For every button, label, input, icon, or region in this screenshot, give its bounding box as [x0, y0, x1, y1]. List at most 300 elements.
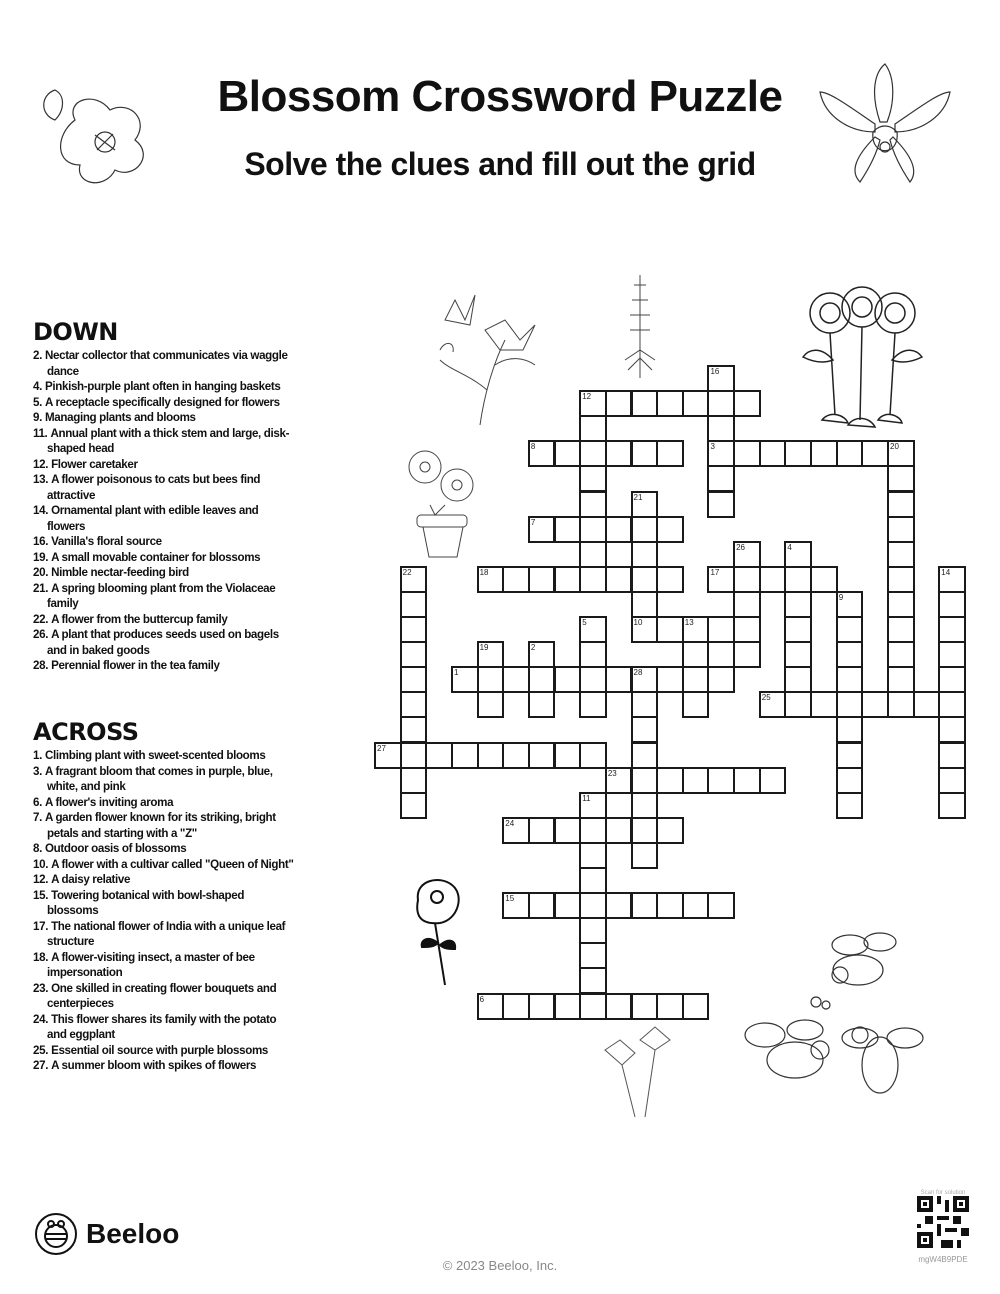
grid-cell[interactable] [733, 641, 761, 668]
across-clue [33, 950, 298, 981]
qr-code-id: mgW4B9PDE [918, 1255, 968, 1264]
clue-text: Climbing plant with sweet-scented blooms [44, 749, 266, 762]
across-clue [33, 841, 298, 857]
grid-cell[interactable] [707, 390, 735, 417]
grid-cell[interactable] [477, 742, 505, 769]
clue-text: A flower's inviting aroma [44, 795, 174, 809]
clue-text: Pinkish-purple plant often in hanging baskets [44, 380, 281, 393]
grid-cell[interactable] [656, 440, 684, 467]
clue-number: 1. [33, 749, 42, 762]
clue-text: One skilled in creating flower bouquets and centerpieces [47, 981, 277, 1010]
grid-cell[interactable] [528, 691, 556, 718]
orchid-illustration-icon [815, 62, 955, 187]
clue-text: A flower poisonous to cats but bees find attractive [47, 473, 261, 502]
grid-cell[interactable] [631, 666, 659, 693]
grid-cell[interactable] [938, 742, 966, 769]
clue-text: A daisy relative [51, 873, 131, 886]
down-clue [33, 627, 298, 658]
grid-cell[interactable] [554, 892, 582, 919]
grid-cell[interactable] [631, 767, 659, 794]
grid-cell[interactable] [887, 541, 915, 568]
clue-number: 12. [33, 873, 49, 886]
grid-cell[interactable] [938, 566, 966, 593]
grid-cell[interactable] [656, 566, 684, 593]
down-clues-section [33, 318, 298, 674]
grid-cell[interactable] [528, 566, 556, 593]
clue-number: 11. [33, 426, 48, 440]
grid-cell[interactable] [887, 516, 915, 543]
grid-cell[interactable] [400, 616, 428, 643]
grid-cell[interactable] [836, 616, 864, 643]
down-clue [33, 550, 298, 566]
grid-cell[interactable] [605, 666, 633, 693]
grid-cell[interactable] [887, 591, 915, 618]
grid-cell[interactable] [631, 541, 659, 568]
crossword-grid [375, 366, 975, 1026]
grid-cell[interactable] [374, 742, 402, 769]
grid-cell[interactable] [579, 440, 607, 467]
clue-number: 9. [33, 411, 42, 424]
grid-cell[interactable] [707, 440, 735, 467]
grid-cell[interactable] [528, 817, 556, 844]
cell-number: 27 [377, 743, 386, 753]
grid-cell[interactable] [733, 616, 761, 643]
down-clue [33, 410, 298, 426]
clue-text: A flower with a cultivar called "Queen of Night" [51, 857, 294, 871]
across-clue [33, 857, 298, 873]
across-clue [33, 748, 298, 764]
grid-cell[interactable] [425, 742, 453, 769]
grid-cell[interactable] [631, 842, 659, 869]
grid-cell[interactable] [682, 691, 710, 718]
grid-cell[interactable] [938, 691, 966, 718]
grid-cell[interactable] [579, 792, 607, 819]
down-clue [33, 534, 298, 550]
grid-cell[interactable] [579, 666, 607, 693]
grid-cell[interactable] [759, 566, 787, 593]
cell-number: 28 [633, 668, 643, 678]
clue-number: 6. [33, 795, 42, 809]
grid-cell[interactable] [554, 742, 582, 769]
flower-illustration-left-icon [35, 80, 170, 190]
cell-number: 1 [453, 668, 459, 678]
grid-cell[interactable] [656, 390, 684, 417]
clue-number: 7. [33, 811, 42, 824]
cell-number: 9 [838, 592, 844, 602]
grid-cell[interactable] [605, 892, 633, 919]
grid-cell[interactable] [400, 742, 428, 769]
grid-cell[interactable] [656, 767, 684, 794]
down-clue [33, 581, 298, 612]
grid-cell[interactable] [579, 817, 607, 844]
cell-number: 16 [710, 367, 720, 376]
grid-cell[interactable] [682, 666, 710, 693]
grid-cell[interactable] [554, 566, 582, 593]
grid-cell[interactable] [400, 591, 428, 618]
grid-cell[interactable] [631, 566, 659, 593]
grid-cell[interactable] [656, 892, 684, 919]
grid-cell[interactable] [528, 641, 556, 668]
grid-cell[interactable] [579, 993, 607, 1020]
cell-number: 11 [582, 793, 591, 803]
grid-cell[interactable] [477, 691, 505, 718]
grid-cell[interactable] [784, 591, 812, 618]
grid-cell[interactable] [887, 641, 915, 668]
clue-number: 20. [33, 566, 49, 579]
daffodils-illustration-icon [600, 1025, 675, 1120]
clue-number: 25. [33, 1043, 49, 1057]
grid-cell[interactable] [477, 666, 505, 693]
across-clue [33, 764, 298, 795]
grid-cell[interactable] [554, 440, 582, 467]
cell-number: 18 [479, 567, 489, 577]
grid-cell[interactable] [502, 817, 530, 844]
qr-code-icon[interactable] [917, 1196, 969, 1248]
cell-number: 15 [505, 894, 515, 904]
grid-cell[interactable] [707, 365, 735, 392]
grid-cell[interactable] [477, 641, 505, 668]
clue-number: 27. [33, 1059, 49, 1072]
grid-cell[interactable] [733, 767, 761, 794]
grid-cell[interactable] [733, 390, 761, 417]
clue-number: 23. [33, 981, 49, 995]
across-clues-section [33, 718, 298, 1074]
grid-cell[interactable] [528, 892, 556, 919]
cell-number: 4 [787, 542, 792, 552]
grid-cell[interactable] [682, 641, 710, 668]
grid-cell[interactable] [605, 817, 633, 844]
cell-number: 23 [607, 768, 617, 778]
grid-cell[interactable] [887, 616, 915, 643]
grid-cell[interactable] [631, 591, 659, 618]
cell-number: 17 [710, 567, 720, 577]
grid-cell[interactable] [836, 792, 864, 819]
grid-cell[interactable] [605, 767, 633, 794]
grid-cell[interactable] [528, 666, 556, 693]
across-clue [33, 1043, 298, 1059]
clue-number: 16. [33, 535, 49, 548]
clue-text: A flower-visiting insect, a master of bee impersonation [47, 950, 255, 979]
grid-cell[interactable] [656, 993, 684, 1020]
grid-cell[interactable] [682, 767, 710, 794]
across-clue [33, 919, 298, 950]
grid-cell[interactable] [502, 566, 530, 593]
grid-cell[interactable] [579, 742, 607, 769]
grid-cell[interactable] [707, 666, 735, 693]
across-clue [33, 872, 298, 888]
clue-number: 26. [33, 628, 49, 641]
grid-cell[interactable] [631, 691, 659, 718]
grid-cell[interactable] [502, 892, 530, 919]
grid-cell[interactable] [938, 792, 966, 819]
clue-text: Annual plant with a thick stem and large, disk-shaped head [47, 426, 290, 455]
clue-number: 28. [33, 659, 49, 672]
grid-cell[interactable] [836, 641, 864, 668]
cell-number: 12 [582, 392, 592, 402]
down-clue-list [33, 348, 298, 674]
clue-text: Managing plants and blooms [44, 411, 196, 424]
grid-cell[interactable] [605, 440, 633, 467]
grid-cell[interactable] [502, 993, 530, 1020]
grid-cell[interactable] [554, 817, 582, 844]
grid-cell[interactable] [887, 440, 915, 467]
across-heading: ACROSS [33, 718, 139, 746]
grid-cell[interactable] [784, 616, 812, 643]
grid-cell[interactable] [707, 616, 735, 643]
grid-cell[interactable] [400, 641, 428, 668]
clue-text: A spring blooming plant from the Violaceae family [47, 581, 276, 610]
grid-cell[interactable] [579, 641, 607, 668]
clue-number: 24. [33, 1012, 49, 1026]
grid-cell[interactable] [579, 942, 607, 969]
grid-cell[interactable] [938, 591, 966, 618]
clue-text: A receptacle specifically designed for flowers [44, 395, 280, 409]
grid-cell[interactable] [861, 691, 889, 718]
grid-cell[interactable] [528, 742, 556, 769]
grid-cell[interactable] [502, 666, 530, 693]
grid-cell[interactable] [605, 390, 633, 417]
grid-cell[interactable] [784, 566, 812, 593]
grid-cell[interactable] [887, 491, 915, 518]
grid-cell[interactable] [810, 691, 838, 718]
grid-cell[interactable] [938, 716, 966, 743]
clue-text: Towering botanical with bowl-shaped blossoms [47, 888, 245, 917]
grid-cell[interactable] [605, 566, 633, 593]
clue-number: 13. [33, 473, 49, 486]
grid-cell[interactable] [682, 390, 710, 417]
grid-cell[interactable] [579, 390, 607, 417]
clue-number: 8. [33, 842, 42, 855]
grid-cell[interactable] [707, 892, 735, 919]
grid-cell[interactable] [887, 666, 915, 693]
grid-cell[interactable] [579, 566, 607, 593]
across-clue [33, 1058, 298, 1074]
grid-cell[interactable] [579, 867, 607, 894]
grid-cell[interactable] [400, 767, 428, 794]
grid-cell[interactable] [707, 491, 735, 518]
clue-text: A plant that produces seeds used on bagels and in baked goods [47, 628, 279, 657]
grid-cell[interactable] [682, 993, 710, 1020]
cell-number: 22 [402, 567, 412, 577]
grid-cell[interactable] [477, 566, 505, 593]
grid-cell[interactable] [759, 691, 787, 718]
grid-cell[interactable] [784, 541, 812, 568]
copyright: © 2023 Beeloo, Inc. [442, 1258, 558, 1273]
grid-cell[interactable] [656, 516, 684, 543]
grid-cell[interactable] [631, 742, 659, 769]
across-clue [33, 981, 298, 1012]
grid-cell[interactable] [759, 767, 787, 794]
grid-cell[interactable] [784, 666, 812, 693]
grid-cell[interactable] [733, 541, 761, 568]
clue-text: Flower caretaker [51, 457, 138, 471]
grid-cell[interactable] [579, 967, 607, 994]
grid-cell[interactable] [784, 641, 812, 668]
across-clue [33, 1012, 298, 1043]
grid-cell[interactable] [733, 591, 761, 618]
grid-cell[interactable] [656, 817, 684, 844]
clue-number: 10. [33, 857, 49, 871]
clue-text: Outdoor oasis of blossoms [44, 842, 187, 855]
clue-text: A summer bloom with spikes of flowers [51, 1059, 257, 1072]
grid-cell[interactable] [502, 742, 530, 769]
grid-cell[interactable] [400, 566, 428, 593]
grid-cell[interactable] [938, 641, 966, 668]
grid-cell[interactable] [631, 440, 659, 467]
beeloo-logo [34, 1212, 179, 1256]
grid-cell[interactable] [579, 691, 607, 718]
grid-cell[interactable] [887, 691, 915, 718]
grid-cell[interactable] [631, 792, 659, 819]
grid-cell[interactable] [938, 616, 966, 643]
grid-cell[interactable] [682, 892, 710, 919]
grid-cell[interactable] [579, 842, 607, 869]
down-clue [33, 348, 298, 379]
cell-number: 19 [479, 643, 489, 653]
grid-cell[interactable] [579, 892, 607, 919]
grid-cell[interactable] [579, 541, 607, 568]
grid-cell[interactable] [579, 917, 607, 944]
clue-number: 18. [33, 950, 49, 964]
grid-cell[interactable] [938, 767, 966, 794]
down-clue [33, 565, 298, 581]
grid-cell[interactable] [400, 716, 428, 743]
brand-name: Beeloo [86, 1218, 180, 1249]
across-clue [33, 810, 298, 841]
clue-number: 2. [33, 349, 42, 362]
grid-cell[interactable] [733, 440, 761, 467]
grid-cell[interactable] [579, 516, 607, 543]
grid-cell[interactable] [810, 440, 838, 467]
grid-cell[interactable] [836, 591, 864, 618]
grid-cell[interactable] [631, 716, 659, 743]
solution-qr[interactable] [912, 1190, 974, 1264]
grid-cell[interactable] [656, 616, 684, 643]
down-clue [33, 472, 298, 503]
grid-cell[interactable] [631, 491, 659, 518]
cell-number: 6 [479, 994, 485, 1004]
grid-cell[interactable] [554, 666, 582, 693]
grid-cell[interactable] [579, 491, 607, 518]
down-clue [33, 612, 298, 628]
grid-cell[interactable] [579, 616, 607, 643]
grid-cell[interactable] [759, 440, 787, 467]
bee-logo-icon [34, 1212, 78, 1256]
grid-cell[interactable] [733, 566, 761, 593]
grid-cell[interactable] [836, 666, 864, 693]
down-clue [33, 658, 298, 674]
page-subtitle: Solve the clues and fill out the grid [244, 146, 756, 182]
cell-number: 3 [710, 442, 715, 452]
grid-cell[interactable] [451, 742, 479, 769]
grid-cell[interactable] [707, 767, 735, 794]
page-title: Blossom Crossword Puzzle [217, 72, 783, 121]
cell-number: 7 [530, 517, 536, 527]
clue-number: 5. [33, 395, 42, 409]
grid-cell[interactable] [554, 516, 582, 543]
grid-cell[interactable] [836, 716, 864, 743]
grid-cell[interactable] [451, 666, 479, 693]
grid-cell[interactable] [836, 440, 864, 467]
clue-text: This flower shares its family with the potato and eggplant [47, 1012, 277, 1041]
clue-text: Ornamental plant with edible leaves and flowers [47, 504, 259, 533]
clue-number: 12. [33, 457, 49, 471]
grid-cell[interactable] [938, 666, 966, 693]
clue-number: 3. [33, 764, 42, 778]
clue-text: The national flower of India with a unique leaf structure [47, 919, 286, 948]
down-clue [33, 426, 298, 457]
grid-cell[interactable] [631, 993, 659, 1020]
cell-number: 20 [890, 442, 899, 452]
clue-text: A flower from the buttercup family [51, 612, 228, 626]
cell-number: 2 [530, 643, 536, 653]
grid-cell[interactable] [400, 792, 428, 819]
grid-cell[interactable] [656, 666, 684, 693]
grid-cell[interactable] [528, 993, 556, 1020]
down-clue [33, 395, 298, 411]
clue-number: 14. [33, 504, 49, 517]
clue-number: 17. [33, 919, 49, 933]
grid-cell[interactable] [887, 566, 915, 593]
cell-number: 14 [941, 567, 951, 577]
grid-cell[interactable] [631, 817, 659, 844]
grid-cell[interactable] [528, 516, 556, 543]
clue-text: Perennial flower in the tea family [51, 659, 220, 672]
clue-text: A garden flower known for its striking, bright petals and starting with a "Z" [44, 811, 276, 840]
down-heading: DOWN [33, 318, 118, 346]
grid-cell[interactable] [784, 691, 812, 718]
grid-cell[interactable] [554, 993, 582, 1020]
grid-cell[interactable] [707, 415, 735, 442]
clue-text: Nimble nectar-feeding bird [51, 566, 189, 579]
grid-cell[interactable] [913, 691, 941, 718]
grid-cell[interactable] [810, 566, 838, 593]
grid-cell[interactable] [836, 691, 864, 718]
clue-number: 22. [33, 612, 49, 626]
grid-cell[interactable] [631, 516, 659, 543]
cell-number: 13 [684, 618, 694, 627]
cell-number: 24 [505, 818, 515, 828]
grid-cell[interactable] [579, 465, 607, 492]
cell-number: 21 [633, 492, 643, 502]
grid-cell[interactable] [887, 465, 915, 492]
across-clue [33, 795, 298, 811]
grid-cell[interactable] [836, 767, 864, 794]
cell-number: 5 [582, 618, 587, 627]
grid-cell[interactable] [579, 415, 607, 442]
grid-cell[interactable] [528, 440, 556, 467]
clue-number: 19. [33, 550, 49, 564]
grid-cell[interactable] [631, 892, 659, 919]
grid-cell[interactable] [631, 616, 659, 643]
grid-cell[interactable] [682, 616, 710, 643]
clue-text: Nectar collector that communicates via waggle dance [44, 349, 288, 378]
grid-cell[interactable] [707, 465, 735, 492]
down-clue [33, 379, 298, 395]
grid-cell[interactable] [861, 440, 889, 467]
grid-cell[interactable] [836, 742, 864, 769]
grid-cell[interactable] [477, 993, 505, 1020]
grid-cell[interactable] [605, 993, 633, 1020]
grid-cell[interactable] [400, 666, 428, 693]
clue-number: 15. [33, 888, 49, 902]
grid-cell[interactable] [605, 516, 633, 543]
grid-cell[interactable] [707, 566, 735, 593]
grid-cell[interactable] [631, 390, 659, 417]
grid-cell[interactable] [784, 440, 812, 467]
down-clue [33, 457, 298, 473]
grid-cell[interactable] [400, 691, 428, 718]
